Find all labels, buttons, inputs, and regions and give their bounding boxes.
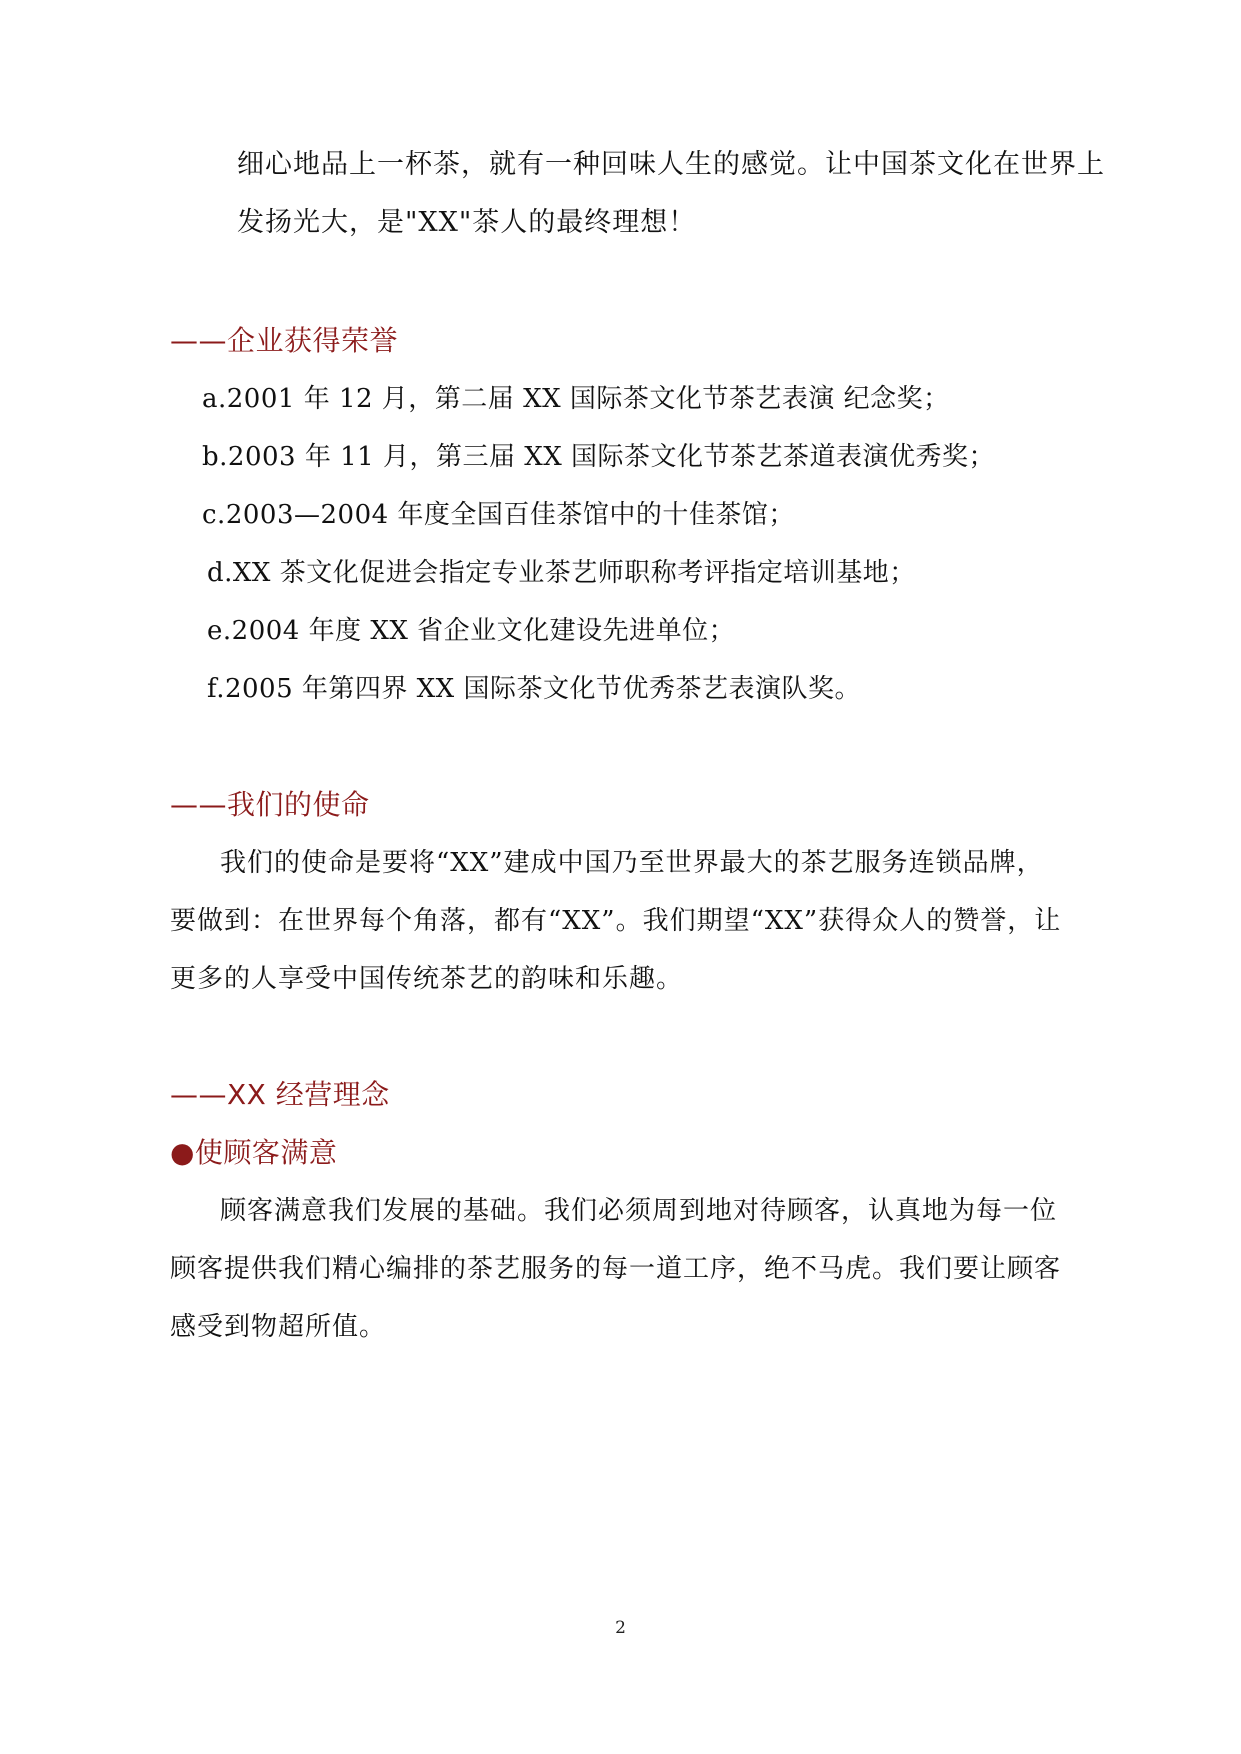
- honor-item: d.XX 茶文化促进会指定专业茶艺师职称考评指定培训基地；: [207, 558, 916, 588]
- honor-item: a.2001 年 12 月，第二届 XX 国际茶文化节茶艺表演 纪念奖；: [202, 384, 950, 414]
- philosophy-heading: ——XX 经营理念: [170, 1078, 390, 1111]
- honor-item: f.2005 年第四界 XX 国际茶文化节优秀茶艺表演队奖。: [207, 674, 861, 704]
- honor-item: c.2003—2004 年度全国百佳茶馆中的十佳茶馆；: [202, 500, 795, 530]
- honors-heading: ——企业获得荣誉: [170, 324, 399, 357]
- honor-item: e.2004 年度 XX 省企业文化建设先进单位；: [207, 616, 736, 646]
- philosophy-line-3: 感受到物超所值。: [170, 1312, 387, 1342]
- philosophy-line-2: 顾客提供我们精心编排的茶艺服务的每一道工序，绝不马虎。我们要让顾客: [170, 1254, 1062, 1284]
- intro-line-2: 发扬光大，是"XX"茶人的最终理想！: [237, 207, 697, 238]
- mission-line-3: 更多的人享受中国传统茶艺的韵味和乐趣。: [170, 964, 684, 994]
- mission-line-2: 要做到：在世界每个角落，都有“XX”。我们期望“XX”获得众人的赞誉，让: [170, 906, 1062, 936]
- page-number: 2: [615, 1618, 626, 1638]
- philosophy-line-1: 顾客满意我们发展的基础。我们必须周到地对待顾客，认真地为每一位: [220, 1196, 1058, 1226]
- intro-line-1: 细心地品上一杯茶，就有一种回味人生的感觉。让中国茶文化在世界上: [237, 149, 1105, 180]
- mission-heading: ——我们的使命: [170, 788, 370, 821]
- honor-item: b.2003 年 11 月，第三届 XX 国际茶文化节茶艺茶道表演优秀奖；: [202, 442, 996, 472]
- mission-line-1: 我们的使命是要将“XX”建成中国乃至世界最大的茶艺服务连锁品牌，: [220, 848, 1044, 878]
- philosophy-subheading: ●使顾客满意: [170, 1136, 338, 1169]
